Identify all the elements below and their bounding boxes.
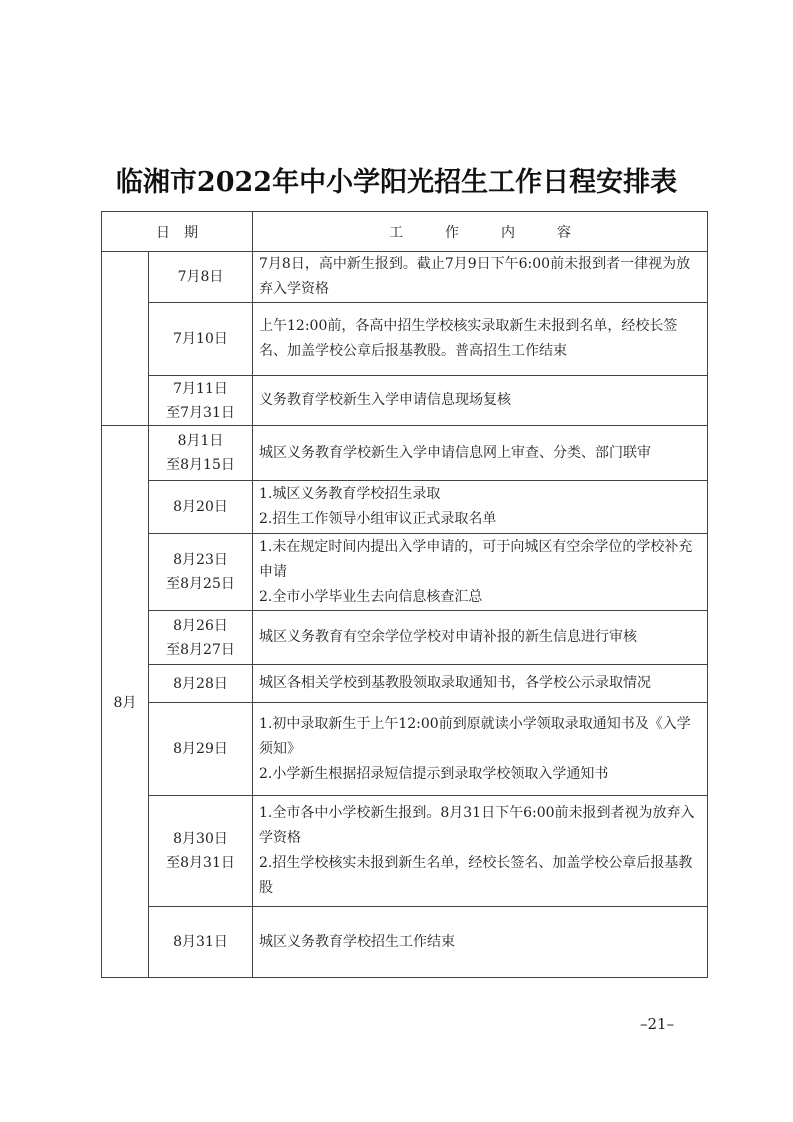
content-line: 1.未在规定时间内提出入学申请的，可于向城区有空余学位的学校补充申请 (259, 538, 693, 580)
date-line: 8月20日 (173, 499, 228, 515)
date-line: 8月29日 (173, 741, 228, 757)
date-cell (149, 703, 253, 796)
date-cell (149, 665, 253, 703)
month-cell (102, 252, 149, 426)
table-row (102, 376, 708, 426)
table-row (102, 796, 708, 907)
content-line: 7月8日，高中新生报到。截止7月9日下午6:00前未报到者一律视为放弃入学资格 (259, 256, 691, 297)
content-line: 城区义务教育学校新生入学申请信息网上审查、分类、部门联审 (259, 444, 651, 461)
content-cell (253, 665, 708, 703)
date-cell (149, 426, 253, 481)
table-row (102, 665, 708, 703)
content-line: 城区义务教育学校招生工作结束 (259, 933, 455, 950)
content-line: 2.招生学校核实未报到新生名单，经校长签名、加盖学校公章后报基教股 (259, 855, 693, 896)
date-line: 8月30日 (173, 831, 228, 847)
content-cell (253, 303, 708, 376)
header-date: 日 期 (102, 212, 253, 252)
content-line: 2.招生工作领导小组审议正式录取名单 (259, 511, 497, 527)
table-header-row (102, 212, 708, 252)
table-row (102, 481, 708, 534)
content-line: 城区义务教育有空余学位学校对申请补报的新生信息进行审核 (259, 629, 637, 645)
schedule-table (101, 211, 708, 978)
date-line: 至8月15日 (166, 457, 235, 473)
date-cell (149, 252, 253, 303)
date-line: 7月8日 (177, 269, 224, 285)
content-line: 上午12:00前，各高中招生学校核实录取新生未报到名单，经校长签名、加盖学校公章后报基教股。普高招生工作结束 (259, 318, 678, 359)
page-number: –21– (640, 1015, 675, 1033)
table-row (102, 703, 708, 796)
date-line: 8月1日 (177, 433, 224, 449)
date-line: 至8月31日 (166, 855, 235, 871)
date-line: 7月11日 (173, 380, 228, 397)
table-row (102, 611, 708, 665)
date-cell (149, 481, 253, 534)
date-line: 8月28日 (173, 675, 228, 692)
date-cell (149, 611, 253, 665)
content-line: 1.城区义务教育学校招生录取 (259, 486, 441, 502)
date-line: 8月31日 (173, 934, 228, 950)
date-line: 8月23日 (173, 552, 228, 568)
date-line: 至7月31日 (166, 404, 235, 421)
date-line: 至8月25日 (166, 576, 235, 592)
content-line: 城区各相关学校到基教股领取录取通知书，各学校公示录取情况 (259, 675, 651, 691)
content-cell (253, 376, 708, 426)
content-line: 1.初中录取新生于上午12:00前到原就读小学领取录取通知书及《入学须知》 (259, 715, 691, 757)
content-cell (253, 426, 708, 481)
content-line: 2.小学新生根据招录短信提示到录取学校领取入学通知书 (259, 765, 609, 782)
header-content: 工 作 内 容 (253, 212, 708, 252)
content-cell (253, 534, 708, 611)
date-cell (149, 376, 253, 426)
content-line: 义务教育学校新生入学申请信息现场复核 (259, 392, 511, 408)
content-line: 1.全市各中小学校新生报到。8月31日下午6:00前未报到者视为放弃入学资格 (259, 805, 695, 846)
content-cell (253, 796, 708, 907)
date-cell (149, 907, 253, 978)
table-row (102, 252, 708, 303)
table-row (102, 426, 708, 481)
document-title: 临湘市2022年中小学阳光招生工作日程安排表 (115, 167, 678, 198)
content-cell (253, 611, 708, 665)
table-row (102, 534, 708, 611)
date-line: 至8月27日 (166, 641, 235, 658)
date-line: 7月10日 (173, 331, 228, 347)
content-cell (253, 481, 708, 534)
content-line: 2.全市小学毕业生去向信息核查汇总 (259, 588, 483, 605)
date-cell (149, 303, 253, 376)
date-line: 8月26日 (173, 617, 228, 634)
content-cell (253, 252, 708, 303)
table-row (102, 907, 708, 978)
table-row (102, 303, 708, 376)
date-cell (149, 534, 253, 611)
content-cell (253, 703, 708, 796)
content-cell (253, 907, 708, 978)
month-cell: 8月 (102, 426, 149, 978)
date-cell (149, 796, 253, 907)
